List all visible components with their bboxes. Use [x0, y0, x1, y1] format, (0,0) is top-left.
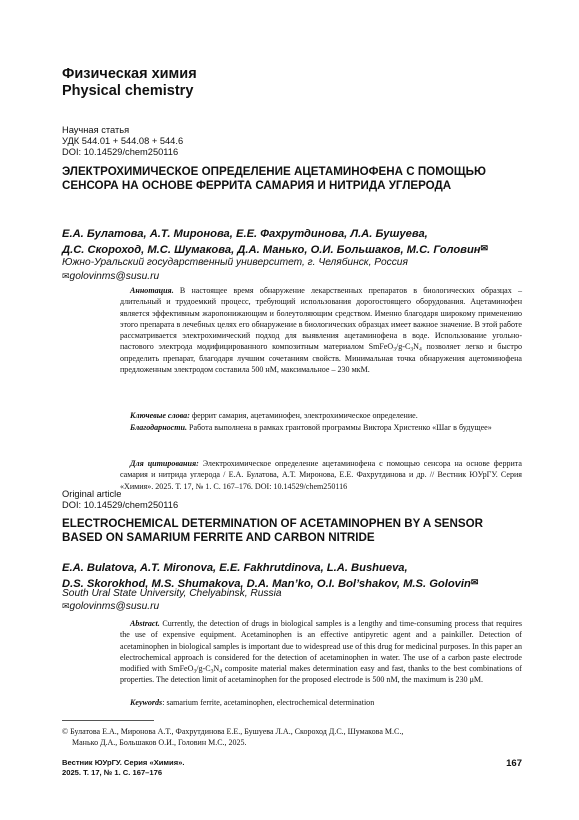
footer-journal: Вестник ЮУрГУ. Серия «Химия». 2025. Т. 17, № 1. С. 167–176 [62, 758, 185, 777]
udk: УДК 544.01 + 544.08 + 544.6 [62, 136, 184, 146]
article-title-ru: ЭЛЕКТРОХИМИЧЕСКОЕ ОПРЕДЕЛЕНИЕ АЦЕТАМИНОФЕНА С ПОМОЩЬЮ СЕНСОРА НА ОСНОВЕ ФЕРРИТА САМАРИЯ И НИТРИДА УГЛЕРОДА [62, 165, 486, 193]
doi-en[interactable]: DOI: 10.14529/chem250116 [62, 500, 179, 510]
page-number: 167 [506, 758, 522, 769]
citation-ru: Для цитирования: Электрохимическое определение ацетаминофена с помощью сенсора на основе феррита самария и нитрида углерода / Е.А. Булатова, А.Т. Миронова, Е.Е. Фахрутдинова и др. // Вестник ЮУрГУ. Серия «Химия». 2025. Т. 17, № 1. С. 167–176. DOI: 10.14529/chem250116 [120, 459, 522, 491]
affiliation-en: South Ural State University, Chelyabinsk, Russia [62, 588, 282, 599]
envelope-icon: ✉ [470, 577, 479, 588]
article-type-ru: Научная статья [62, 125, 130, 135]
envelope-icon: ✉ [62, 601, 70, 611]
envelope-icon: ✉ [62, 271, 70, 281]
doi-ru[interactable]: DOI: 10.14529/chem250116 [62, 147, 179, 157]
authors-ru-line1: Е.А. Булатова, А.Т. Миронова, Е.Е. Фахрутдинова, Л.А. Бушуева, [62, 228, 428, 240]
keywords-en: Keywords: samarium ferrite, acetaminophen, electrochemical determination [130, 698, 375, 707]
article-title-en: ELECTROCHEMICAL DETERMINATION OF ACETAMINOPHEN BY A SENSOR BASED ON SAMARIUM FERRITE AND CARBON NITRIDE [62, 517, 484, 545]
affiliation-ru: Южно-Уральский государственный университет, г. Челябинск, Россия [62, 257, 408, 268]
article-type-en: Original article [62, 489, 122, 499]
email-en[interactable]: ✉golovinms@susu.ru [62, 601, 160, 612]
abstract-ru: Аннотация. В настоящее время обнаружение лекарственных препаратов в биологических образцах – длительный и трудоемкий процесс, требующий использования дорогостоящего оборудования. Ацетаминофен является эффективным жаропонижающим и болеутоляющим средством. Именно благодаря широкому применению этого препарата в лечебных целях его обнаружение в биологических образцах имеет важное значение. В этой работе рассматривается электрохимический подход для выявления ацетаминофена в воде. Использование угольно-пастового электрода модифицированного композитным материалом $SmFeO_3/g-C_3N_4$ позволяет легко и быстро определить препарат, благодаря лучшим сочетаниям свойств. Минимальная точка обнаружения ацетоминофена предложенным электродом составила 500 нМ, максимальное – 230 мкМ. [120, 286, 522, 375]
section-title-en: Physical chemistry [62, 83, 194, 99]
section-title-ru: Физическая химия [62, 66, 197, 82]
thanks-ru: Благодарности. Работа выполнена в рамках грантовой программы Виктора Христенко «Шаг в будущее» [130, 423, 492, 432]
authors-en-line1: E.A. Bulatova, A.T. Mironova, E.E. Fakhrutdinova, L.A. Bushueva, [62, 562, 408, 574]
abstract-label-ru: Аннотация. [130, 286, 174, 295]
keywords-ru: Ключевые слова: феррит самария, ацетаминофен, электрохимическое определение. [130, 411, 418, 420]
footnote-rule [62, 720, 154, 721]
envelope-icon: ✉ [480, 243, 489, 254]
abstract-label-en: Abstract. [130, 619, 160, 628]
authors-ru [62, 227, 522, 258]
email-ru[interactable]: ✉golovinms@susu.ru [62, 271, 160, 282]
authors-ru-line2: Д.С. Скороход, М.С. Шумакова, Д.А. Манько, О.И. Большаков, М.С. Головин✉ [62, 243, 489, 257]
abstract-en: Abstract. Currently, the detection of drugs in biological samples is a lengthy and time-consuming process that requires the use of expensive equipment. Acetaminophen is an effective antipyretic agent and a painkiller. Detection of acetaminophen in biological samples is important due to widespread use of this drug for medicinal purposes. In this paper an electrochemical approach is considered for the detection of acetaminophen in water. The use of a carbon paste electrode modified with $SmFeO_3/g-C_3N_4$ composite material makes determination easy and fast, thanks to the best combinations of properties. The detection limit of acetaminophen for the proposed electrode is 500 nM, the maximum is 230 μM. [120, 619, 523, 685]
authors-en-line2: D.S. Skorokhod, M.S. Shumakova, D.A. Man’ko, O.I. Bol’shakov, M.S. Golovin✉ [62, 577, 479, 591]
copyright: © Булатова Е.А., Миронова А.Т., Фахрутдинова Е.Е., Бушуева Л.А., Скороход Д.С., Шумакова М.С., Манько Д.А., Большаков О.И., Головин М.С., 2025. [62, 727, 404, 747]
